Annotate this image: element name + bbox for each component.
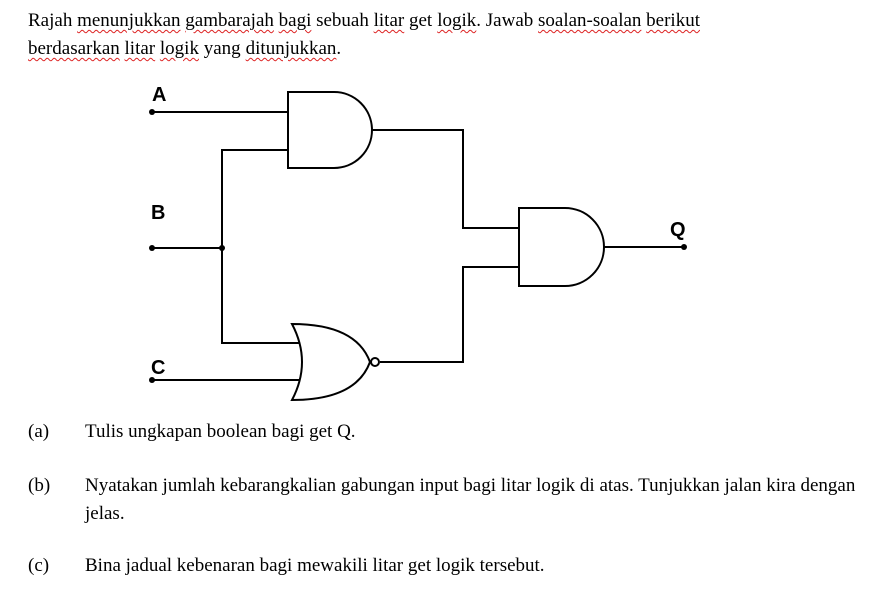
terminal-b: [149, 245, 155, 251]
nor-gate: [292, 324, 370, 400]
and-gate-1: [288, 92, 372, 168]
question-text: Tulis ungkapan boolean bagi get Q.: [85, 421, 356, 442]
intro-word: litar: [124, 38, 156, 59]
intro-word: berikut: [646, 10, 700, 31]
question-number: (c): [28, 555, 50, 576]
nor-bubble: [371, 358, 379, 366]
intro-word: gambarajah: [185, 10, 274, 31]
question-c: [28, 552, 863, 580]
intro-word: bagi: [278, 10, 312, 31]
intro-word: get: [408, 10, 433, 31]
question-a: [28, 418, 863, 446]
terminal-a: [149, 109, 155, 115]
wire-b-to-nor: [222, 248, 300, 343]
and-gate-2: [519, 208, 604, 286]
intro-word: Rajah: [28, 10, 73, 31]
intro-word: ditunjukkan: [245, 38, 337, 59]
input-label-a: A: [152, 84, 167, 106]
question-text: Nyatakan jumlah kebarangkalian gabungan input bagi litar logik di atas. Tunjukkan jalan kira dengan jelas.: [85, 475, 856, 524]
question-number: (a): [28, 421, 50, 442]
input-label-c: C: [151, 357, 166, 379]
intro-word: . Jawab: [476, 10, 534, 31]
terminal-q: [681, 244, 687, 250]
intro-word: soalan-soalan: [538, 10, 642, 31]
intro-word: .: [336, 38, 342, 59]
intro-word: logik: [159, 38, 199, 59]
wire-and1-out: [372, 130, 519, 228]
intro-word: menunjukkan: [77, 10, 181, 31]
question-b: [28, 472, 863, 528]
intro-word: logik: [437, 10, 477, 31]
wire-b-to-and: [222, 150, 288, 248]
intro-word: yang: [203, 38, 241, 59]
input-label-b: B: [151, 202, 166, 224]
junction-dot: [219, 245, 225, 251]
wire-nor-out: [380, 267, 519, 362]
intro-word: litar: [373, 10, 405, 31]
question-number: (b): [28, 475, 51, 496]
intro-word: berdasarkan: [28, 38, 120, 59]
intro-word: sebuah: [316, 10, 369, 31]
question-text: Bina jadual kebenaran bagi mewakili litar get logik tersebut.: [85, 555, 545, 576]
output-label-q: Q: [670, 219, 686, 241]
